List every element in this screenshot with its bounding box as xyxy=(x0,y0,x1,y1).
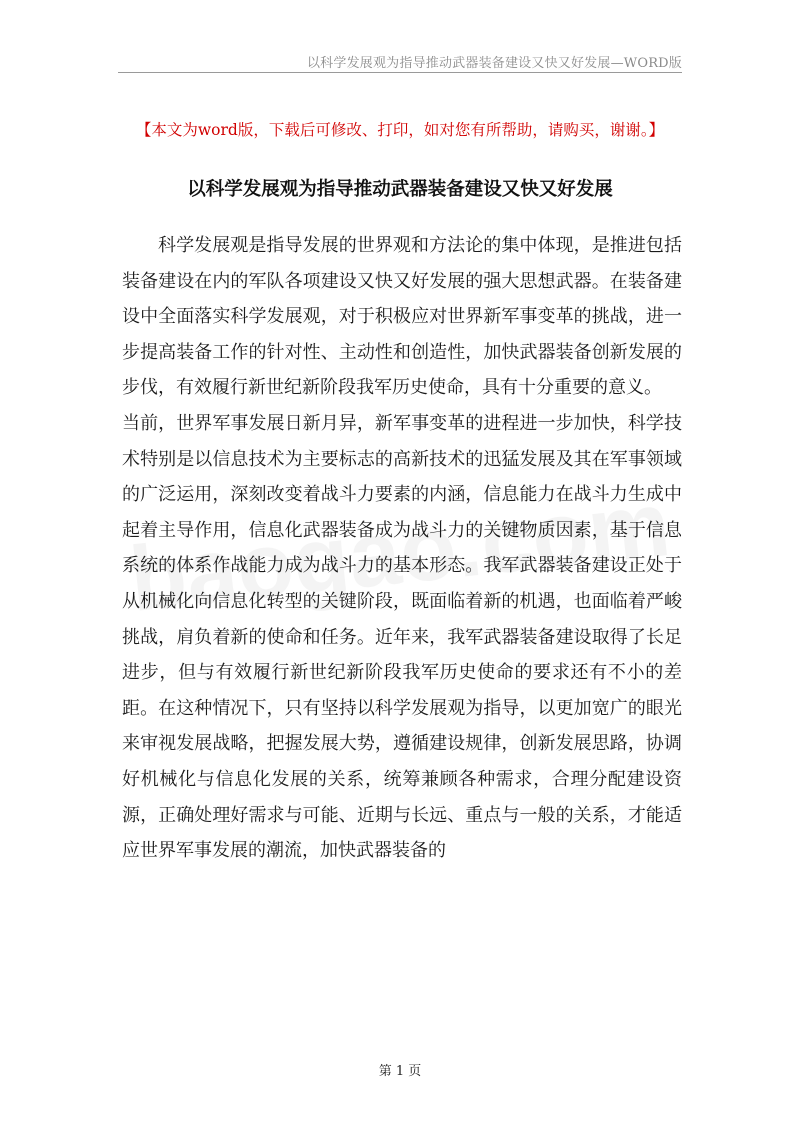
header-divider xyxy=(118,72,682,73)
paragraph: 当前，世界军事发展日新月异，新军事变革的进程进一步加快，科学技术特别是以信息技术为主要标志的高新技术的迅猛发展及其在军事领域的广泛运用，深刻改变着战斗力要素的内涵，信息能力在战斗力生成中起着主导作用，信息化武器装备成为战斗力的关键物质因素，基于信息系统的体系作战能力成为战斗力的基本形态。我军武器装备建设正处于从机械化向信息化转型的关键阶段，既面临着新的机遇，也面临着严峻挑战，肩负着新的使命和任务。近年来，我军武器装备建设取得了长足进步，但与有效履行新世纪新阶段我军历史使命的要求还有不小的差距。在这种情况下，只有坚持以科学发展观为指导，以更加宽广的眼光来审视发展战略，把握发展大势，遵循建设规律，创新发展思路，协调好机械化与信息化发展的关系，统筹兼顾各种需求，合理分配建设资源，正确处理好需求与可能、近期与长远、重点与一般的关系，才能适应世界军事发展的潮流，加快武器装备的 xyxy=(122,412,682,862)
document-title: 以科学发展观为指导推动武器装备建设又快又好发展 xyxy=(187,179,613,200)
download-notice: 【本文为word版，下载后可修改、打印，如对您有所帮助，请购买，谢谢。】 xyxy=(135,121,665,139)
paragraph: 科学发展观是指导发展的世界观和方法论的集中体现，是推进包括装备建设在内的军队各项建设又快又好发展的强大思想武器。在装备建设中全面落实科学发展观，对于积极应对世界新军事变革的挑战，进一步提高装备工作的针对性、主动性和创造性，加快武器装备创新发展的步伐，有效履行新世纪新阶段我军历史使命，具有十分重要的意义。 xyxy=(122,235,682,399)
document-body xyxy=(122,228,682,869)
running-header: 以科学发展观为指导推动武器装备建设又快又好发展—WORD版 xyxy=(306,56,682,71)
page-number: 第 1 页 xyxy=(378,1064,422,1079)
